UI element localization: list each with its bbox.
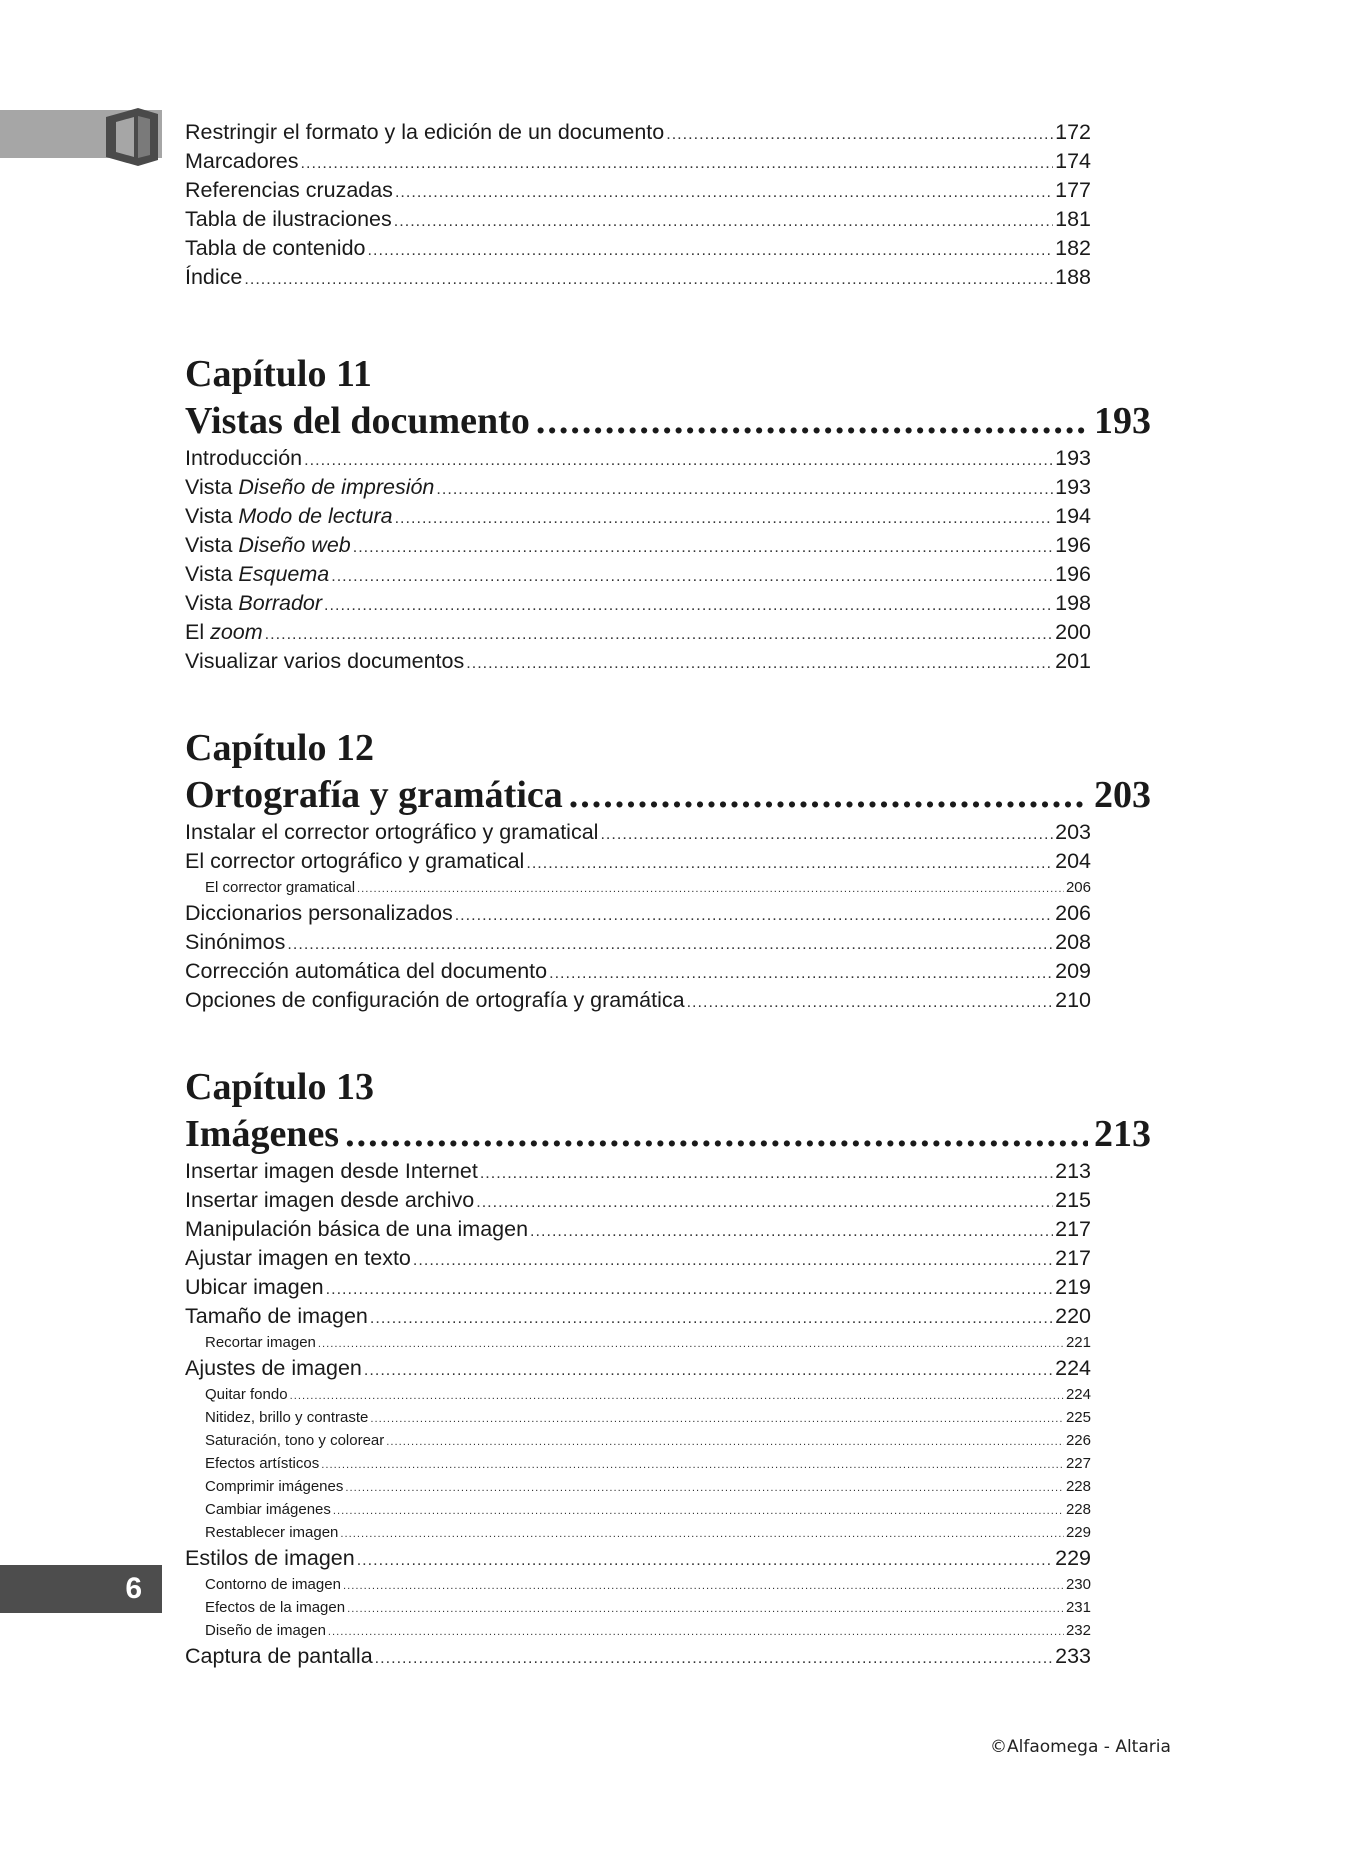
toc-subentry[interactable]: Cambiar imágenes ..... 228 bbox=[185, 1498, 1091, 1521]
toc-entry[interactable]: Corrección automática del documento ..... 209 bbox=[185, 957, 1091, 986]
toc-entry[interactable]: Instalar el corrector ortográfico y gramatical ..... 203 bbox=[185, 818, 1091, 847]
toc-subentry[interactable]: Diseño de imagen ..... 232 bbox=[185, 1619, 1091, 1642]
toc-subentry[interactable]: Nitidez, brillo y contraste ..... 225 bbox=[185, 1406, 1091, 1429]
footer-copyright: ©Alfaomega - Altaria bbox=[990, 1737, 1171, 1757]
toc-entry[interactable]: Sinónimos ..... 208 bbox=[185, 928, 1091, 957]
chapter-label: Capítulo 12 bbox=[185, 727, 374, 769]
toc-entry[interactable]: Vista Diseño de impresión ..... 193 bbox=[185, 473, 1091, 502]
toc-entry[interactable]: Índice ..... 188 bbox=[185, 263, 1091, 292]
toc-entry[interactable]: Vista Borrador ..... 198 bbox=[185, 589, 1091, 618]
toc-entry[interactable]: Manipulación básica de una imagen ..... 217 bbox=[185, 1215, 1091, 1244]
chapter-11-section bbox=[185, 350, 1151, 676]
chapter-title[interactable]: Ortografía y gramática ..... 203 bbox=[185, 772, 1151, 818]
toc-entry[interactable]: Ajustar imagen en texto ..... 217 bbox=[185, 1244, 1091, 1273]
toc-subentry[interactable]: Contorno de imagen ..... 230 bbox=[185, 1573, 1091, 1596]
toc-entry[interactable]: Captura de pantalla ..... 233 bbox=[185, 1642, 1091, 1671]
toc-top-section bbox=[185, 118, 1091, 292]
toc-subentry[interactable]: Recortar imagen ..... 221 bbox=[185, 1331, 1091, 1354]
toc-entry[interactable]: Restringir el formato y la edición de un documento ..... 172 bbox=[185, 118, 1091, 147]
toc-entry[interactable]: Introducción ..... 193 bbox=[185, 444, 1091, 473]
toc-entry[interactable]: El corrector ortográfico y gramatical ..... 204 bbox=[185, 847, 1091, 876]
toc-subentry[interactable]: El corrector gramatical ..... 206 bbox=[185, 876, 1091, 899]
chapter-label: Capítulo 11 bbox=[185, 353, 372, 395]
chapter-13-section bbox=[185, 1063, 1151, 1671]
chapter-entries bbox=[185, 444, 1091, 676]
toc-entry[interactable]: Vista Diseño web ..... 196 bbox=[185, 531, 1091, 560]
chapter-12-section bbox=[185, 724, 1151, 1015]
toc-entry[interactable]: Visualizar varios documentos ..... 201 bbox=[185, 647, 1091, 676]
chapter-title[interactable]: Imágenes ..... 213 bbox=[185, 1111, 1151, 1157]
page-number: 6 bbox=[125, 1572, 142, 1605]
toc-subentry[interactable]: Comprimir imágenes ..... 228 bbox=[185, 1475, 1091, 1498]
toc-subentry[interactable]: Restablecer imagen ..... 229 bbox=[185, 1521, 1091, 1544]
toc-entry[interactable]: Estilos de imagen ..... 229 bbox=[185, 1544, 1091, 1573]
toc-entry[interactable]: Diccionarios personalizados ..... 206 bbox=[185, 899, 1091, 928]
page-number-tab bbox=[0, 1565, 162, 1613]
toc-entry[interactable]: El zoom ..... 200 bbox=[185, 618, 1091, 647]
toc-entry[interactable]: Opciones de configuración de ortografía y gramática ..... 210 bbox=[185, 986, 1091, 1015]
office-logo-icon bbox=[104, 108, 160, 166]
toc-entry[interactable]: Ubicar imagen ..... 219 bbox=[185, 1273, 1091, 1302]
chapter-title[interactable]: Vistas del documento ..... 193 bbox=[185, 398, 1151, 444]
toc-entry[interactable]: Ajustes de imagen ..... 224 bbox=[185, 1354, 1091, 1383]
toc-entry[interactable]: Tabla de ilustraciones ..... 181 bbox=[185, 205, 1091, 234]
toc-entry[interactable]: Tabla de contenido ..... 182 bbox=[185, 234, 1091, 263]
toc-subentry[interactable]: Efectos artísticos ..... 227 bbox=[185, 1452, 1091, 1475]
toc-entry[interactable]: Vista Esquema ..... 196 bbox=[185, 560, 1091, 589]
toc-subentry[interactable]: Quitar fondo ..... 224 bbox=[185, 1383, 1091, 1406]
chapter-label: Capítulo 13 bbox=[185, 1066, 374, 1108]
toc-entry[interactable]: Insertar imagen desde archivo ..... 215 bbox=[185, 1186, 1091, 1215]
toc-entry[interactable]: Vista Modo de lectura ..... 194 bbox=[185, 502, 1091, 531]
toc-entry[interactable]: Insertar imagen desde Internet ..... 213 bbox=[185, 1157, 1091, 1186]
toc-entry[interactable]: Tamaño de imagen ..... 220 bbox=[185, 1302, 1091, 1331]
toc-subentry[interactable]: Saturación, tono y colorear ..... 226 bbox=[185, 1429, 1091, 1452]
toc-entry[interactable]: Referencias cruzadas ..... 177 bbox=[185, 176, 1091, 205]
toc-subentry[interactable]: Efectos de la imagen ..... 231 bbox=[185, 1596, 1091, 1619]
chapter-entries bbox=[185, 818, 1091, 1015]
toc-entry[interactable]: Marcadores ..... 174 bbox=[185, 147, 1091, 176]
chapter-entries bbox=[185, 1157, 1091, 1671]
